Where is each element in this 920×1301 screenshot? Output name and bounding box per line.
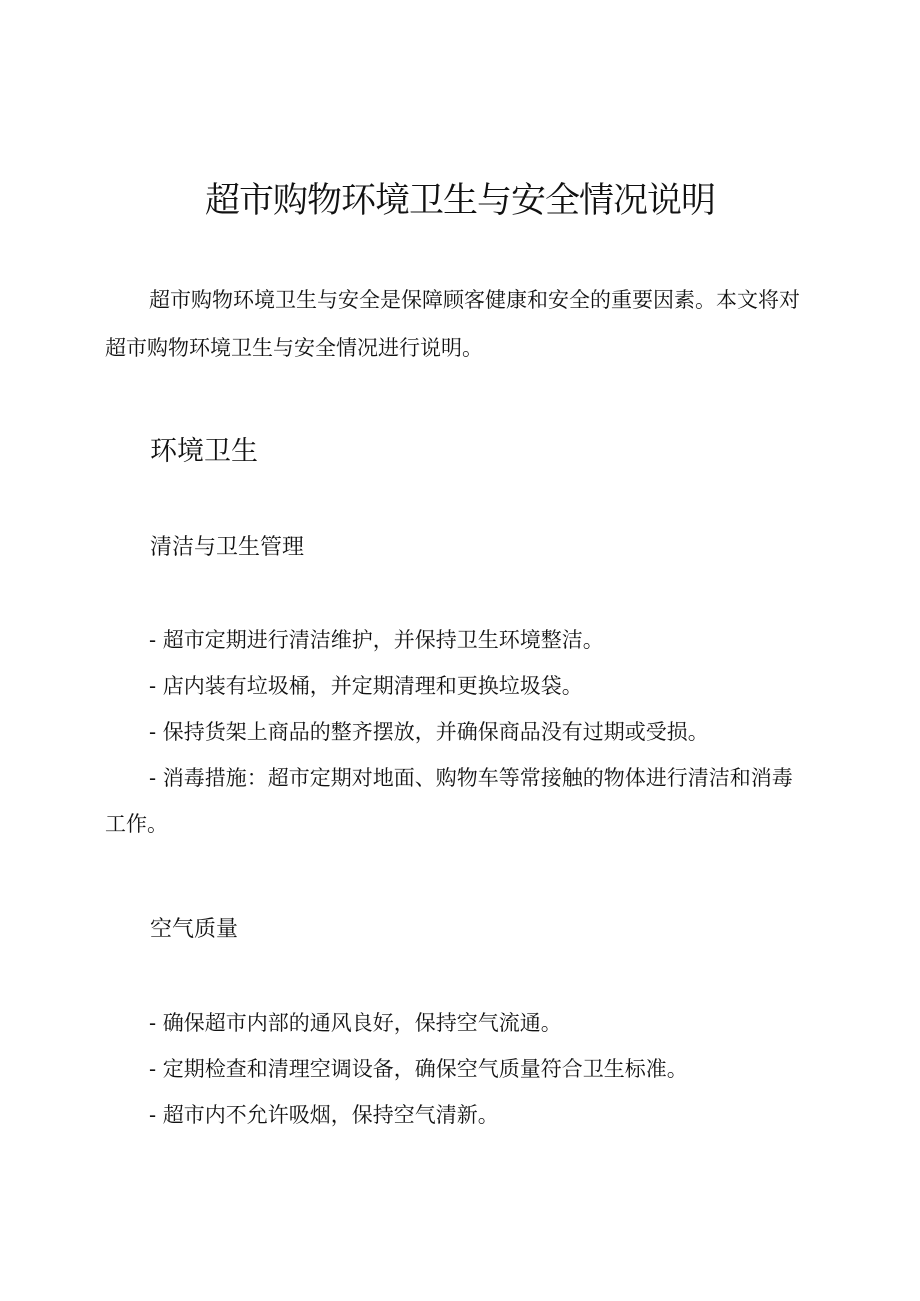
- section-heading-environment: 环境卫生: [150, 436, 258, 467]
- list-item: - 定期检查和清理空调设备，确保空气质量符合卫生标准。: [149, 1057, 688, 1081]
- list-item: - 保持货架上商品的整齐摆放，并确保商品没有过期或受损。: [149, 720, 709, 744]
- subsection-heading-air-quality: 空气质量: [150, 917, 239, 942]
- list-item: - 确保超市内部的通风良好，保持空气流通。: [149, 1011, 562, 1035]
- air-quality-list: [105, 1000, 805, 1138]
- list-item: - 店内装有垃圾桶，并定期清理和更换垃圾袋。: [149, 674, 583, 698]
- cleaning-list: [105, 617, 805, 847]
- list-item: - 超市内不允许吸烟，保持空气清新。: [149, 1103, 499, 1127]
- list-item: - 超市定期进行清洁维护，并保持卫生环境整洁。: [149, 628, 604, 652]
- document-title: 超市购物环境卫生与安全情况说明: [204, 181, 715, 221]
- list-item: - 消毒措施：超市定期对地面、购物车等常接触的物体进行清洁和消毒工作。: [105, 766, 793, 836]
- subsection-heading-cleaning: 清洁与卫生管理: [150, 535, 305, 560]
- intro-paragraph: 超市购物环境卫生与安全是保障顾客健康和安全的重要因素。本文将对超市购物环境卫生与安全情况进行说明。: [105, 288, 800, 360]
